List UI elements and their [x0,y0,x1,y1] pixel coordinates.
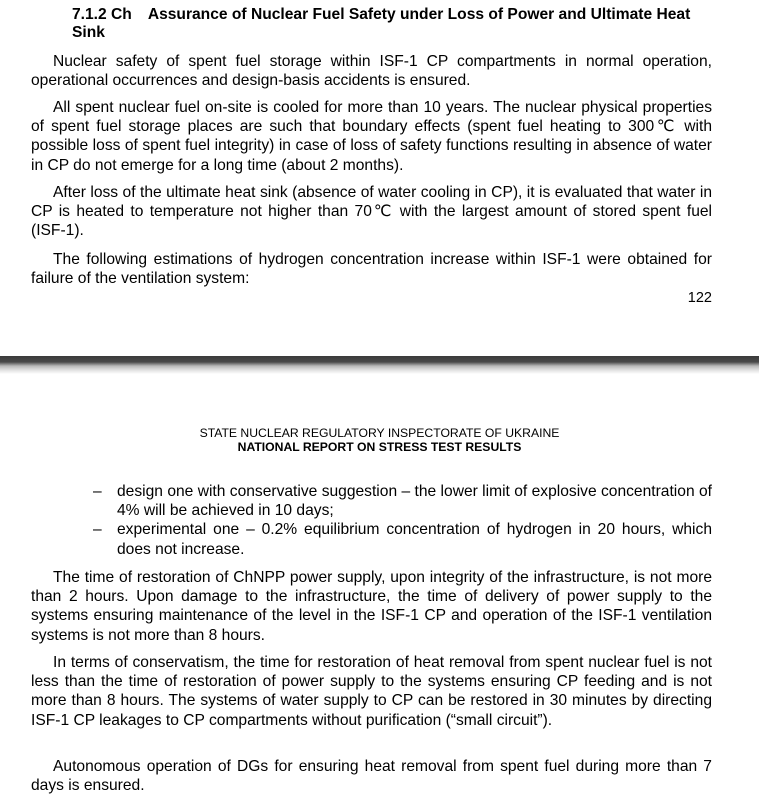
list-item-text: experimental one – 0.2% equilibrium concentration of hydrogen in 20 hours, which does not increase. [117,521,712,558]
paragraph: Nuclear safety of spent fuel storage within ISF-1 CP compartments in normal operation, operational occurrences and design-basis accidents is ensured. [31,53,712,90]
section-title: Assurance of Nuclear Fuel Safety under Loss of Power and Ultimate Heat Sink [72,6,691,41]
paragraph: After loss of the ultimate heat sink (absence of water cooling in CP), it is evaluated that water in CP is heated to temperature not higher than 70℃ with the largest amount of stored spent fuel (ISF-1). [31,184,712,240]
section-heading [72,6,712,42]
dash-bullet-icon: – [93,483,102,500]
list-item [93,482,712,520]
running-header-organization: STATE NUCLEAR REGULATORY INSPECTORATE OF UKRAINE [199,426,560,440]
paragraph: The following estimations of hydrogen concentration increase within ISF-1 were obtained for failure of the ventilation system: [31,251,712,288]
section-number: 7.1.2 Ch [72,6,132,23]
paragraph: All spent nuclear fuel on-site is cooled for more than 10 years. The nuclear physical properties of spent fuel storage places are such that boundary effects (spent fuel heating to 300℃ with possible loss of spent fuel integrity) in case of loss of safety functions resulting in absence of water in CP do not emerge for a long time (about 2 months). [31,99,712,174]
paragraph: The time of restoration of ChNPP power supply, upon integrity of the infrastructure, is not more than 2 hours. Upon damage to the infrastructure, the time of delivery of power supply to the systems ensuring maintenance of the level in the ISF-1 CP and operation of the ISF-1 ventilation systems is not more than 8 hours. [31,569,712,644]
list-item [93,520,712,558]
paragraph: Autonomous operation of DGs for ensuring heat removal from spent fuel during more than 7 days is ensured. [31,758,712,795]
running-header-title: NATIONAL REPORT ON STRESS TEST RESULTS [237,440,522,454]
list-item-text: design one with conservative suggestion – the lower limit of explosive concentration of 4% will be achieved in 10 days; [117,483,712,520]
bullet-list [93,482,712,559]
page-number: 122 [687,290,712,306]
paragraph: In terms of conservatism, the time for restoration of heat removal from spent nuclear fuel is not less than the time of restoration of power supply to the systems ensuring CP feeding and is not more than 8 hours. The systems of water supply to CP can be restored in 30 minutes by directing ISF-1 CP leakages to CP compartments without purification (“small circuit”). [31,654,712,729]
dash-bullet-icon: – [93,521,102,539]
page-divider [0,356,759,374]
